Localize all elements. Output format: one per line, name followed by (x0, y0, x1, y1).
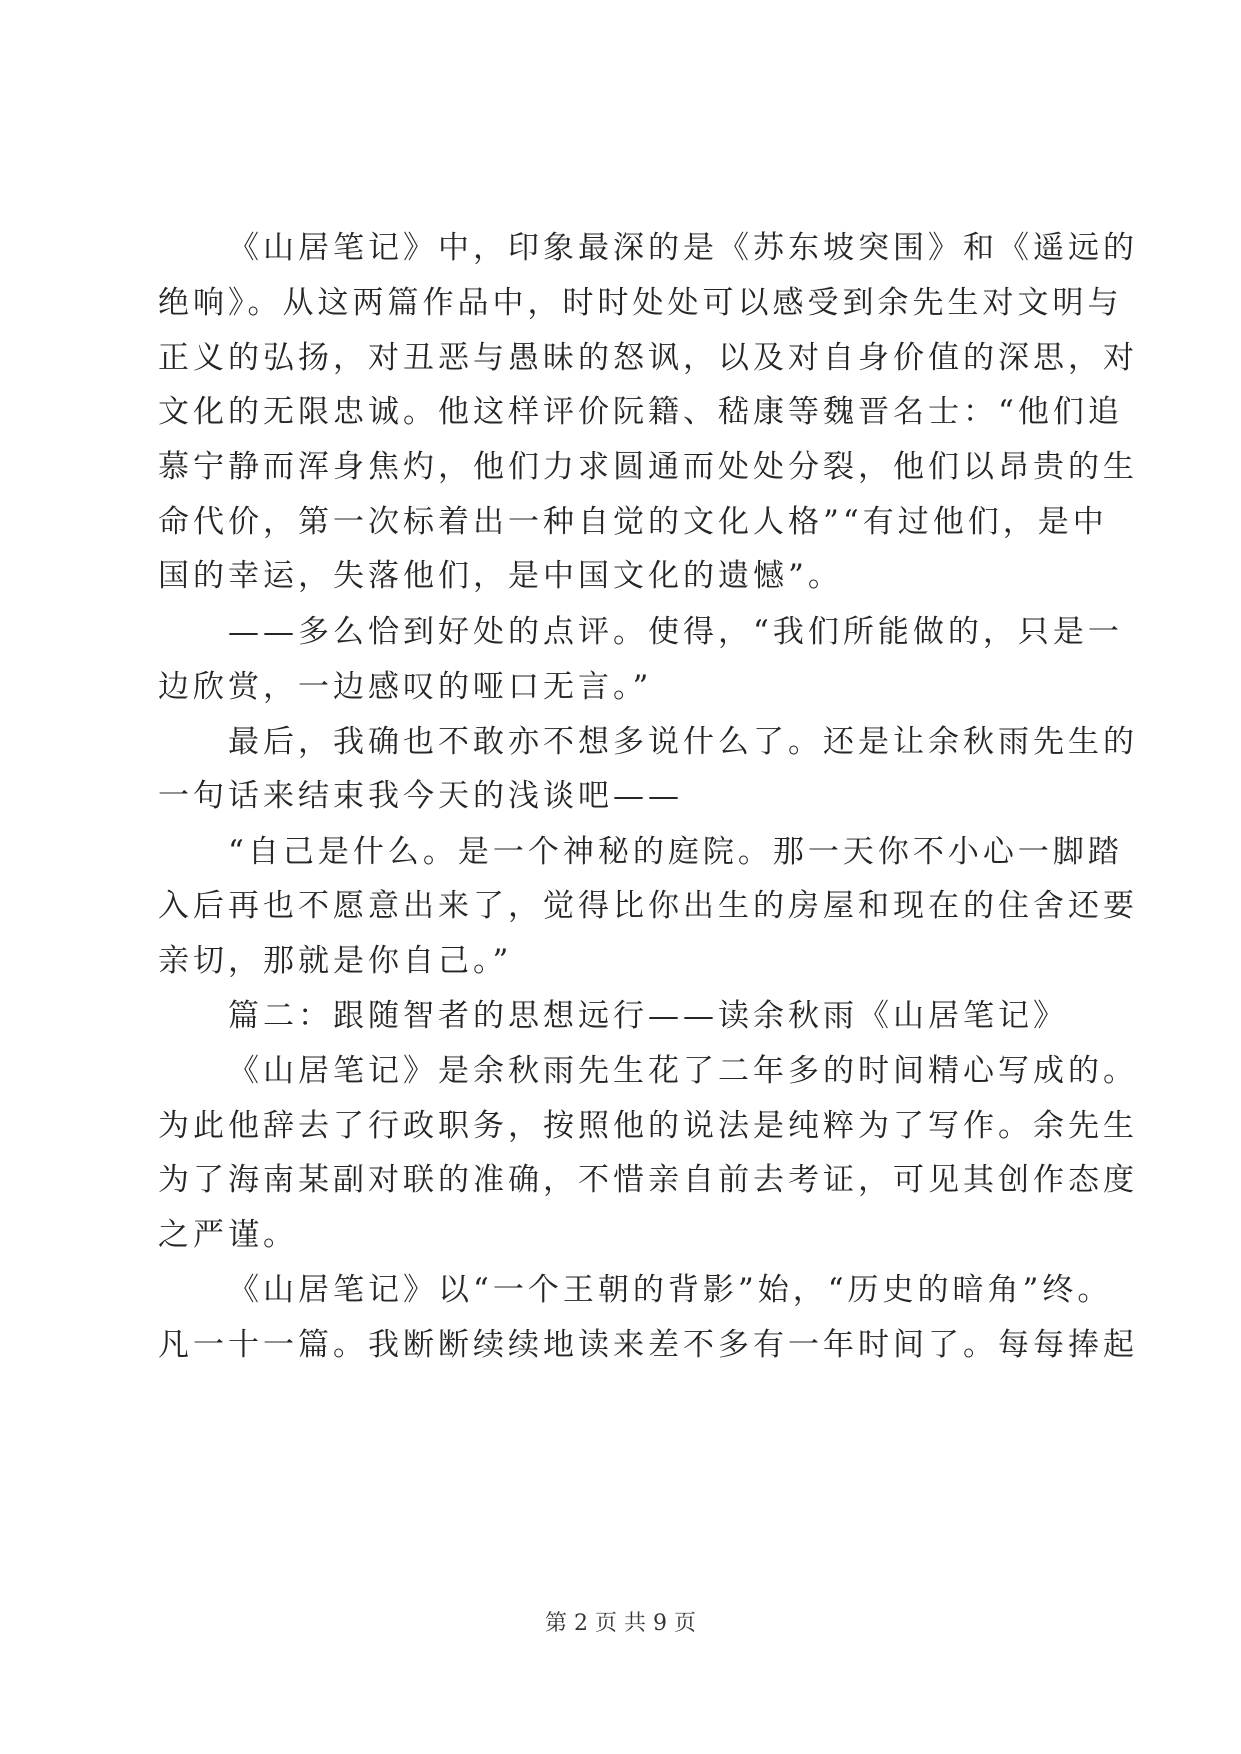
text-line: 绝响》。从这两篇作品中，时时处处可以感受到余先生对文明与 (158, 285, 1123, 321)
text-line: 《山居笔记》以“一个王朝的背影”始，“历史的暗角”终。 (228, 1272, 1113, 1308)
text-line: 最后，我确也不敢亦不想多说什么了。还是让余秋雨先生的 (228, 724, 1138, 760)
text-line: 为了海南某副对联的准确，不惜亲自前去考证，可见其创作态度 (158, 1162, 1138, 1198)
page-number-footer: 第 2 页 共 9 页 (545, 1611, 696, 1636)
text-line: 正义的弘扬，对丑恶与愚昧的怒讽，以及对自身价值的深思，对 (158, 340, 1138, 376)
text-line: 亲切，那就是你自己。” (158, 943, 513, 979)
text-line: 一句话来结束我今天的浅谈吧—— (158, 778, 683, 814)
text-line: 边欣赏，一边感叹的哑口无言。” (158, 669, 653, 705)
text-line: 慕宁静而浑身焦灼，他们力求圆通而处处分裂，他们以昂贵的生 (158, 449, 1138, 485)
text-line: 《山居笔记》是余秋雨先生花了二年多的时间精心写成的。 (228, 1053, 1138, 1089)
text-line: 命代价，第一次标着出一种自觉的文化人格”“有过他们，是中 (158, 504, 1108, 540)
text-line: 为此他辞去了行政职务，按照他的说法是纯粹为了写作。余先生 (158, 1108, 1138, 1144)
text-line: 文化的无限忠诚。他这样评价阮籍、嵇康等魏晋名士：“他们追 (158, 394, 1123, 430)
text-line: 入后再也不愿意出来了，觉得比你出生的房屋和现在的住舍还要 (158, 888, 1138, 924)
text-line: 凡一十一篇。我断断续续地读来差不多有一年时间了。每每捧起 (158, 1327, 1138, 1363)
text-line: “自己是什么。是一个神秘的庭院。那一天你不小心一脚踏 (228, 834, 1123, 870)
text-line: 国的幸运，失落他们，是中国文化的遗憾”。 (158, 558, 843, 594)
text-line: ——多么恰到好处的点评。使得，“我们所能做的，只是一 (228, 614, 1123, 650)
text-line: 之严谨。 (158, 1217, 298, 1253)
text-line: 《山居笔记》中，印象最深的是《苏东坡突围》和《遥远的 (228, 230, 1138, 266)
section-heading: 篇二：跟随智者的思想远行——读余秋雨《山居笔记》 (228, 998, 1068, 1034)
